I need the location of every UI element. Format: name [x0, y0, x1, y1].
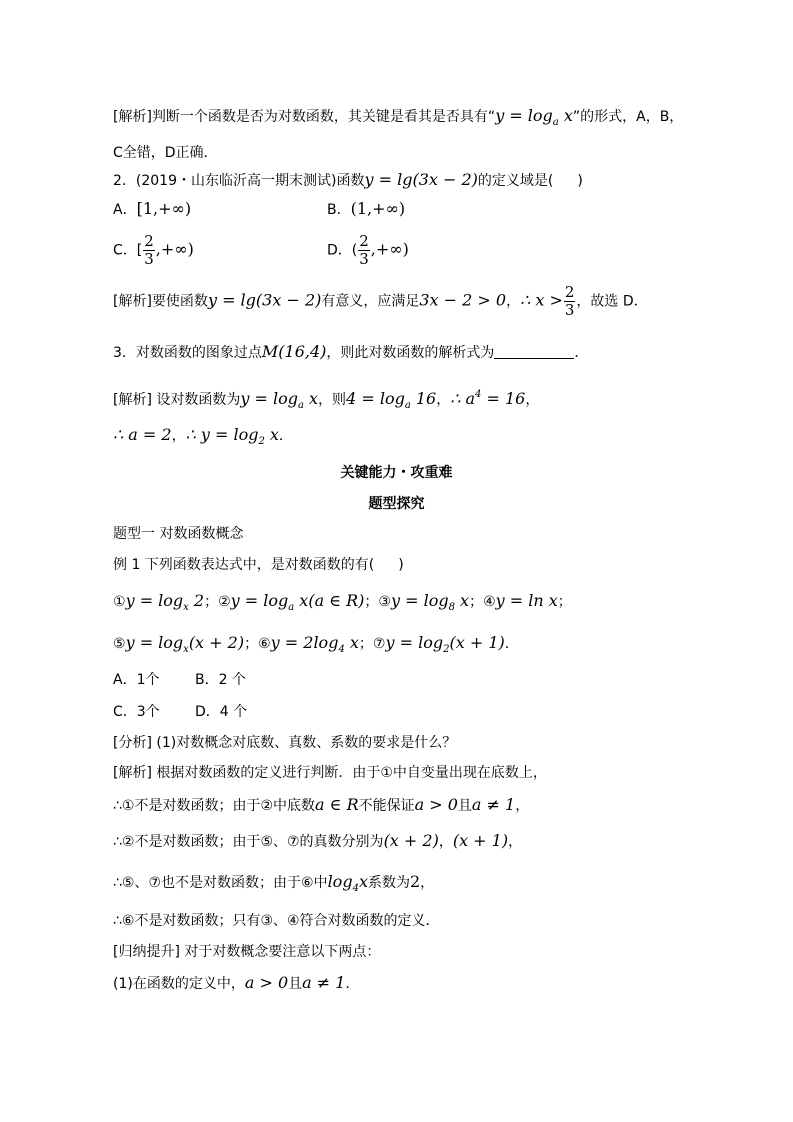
summary-heading: [归纳提升] 对于对数概念要注意以下两点：: [113, 944, 381, 960]
option-a: A．[1,+∞): [113, 199, 192, 218]
section-subheading: 题型探究: [368, 496, 425, 512]
ex1-option-d: D．4 个: [195, 704, 248, 720]
topic-title: 题型一 对数函数概念: [113, 526, 244, 542]
example-1-items-b: ⑤y = $\log_x(x + 2)$；⑥y = $2\log_4$ x；⑦y = $\log_2(x + 1)$．: [113, 633, 519, 655]
question-2: 2．(2019・山东临沂高一期末测试)函数y = lg(3x − 2)的定义域是( ): [113, 170, 583, 189]
ex1-option-b: B．2 个: [195, 672, 246, 688]
solution-1-intro: [解析] 根据对数函数的定义进行判断．由于①中自变量出现在底数上，: [113, 765, 547, 781]
analysis-line-1: [解析]判断一个函数是否为对数函数，其关键是看其是否具有“$y = \log_a x$”的形式，A，B，: [113, 106, 684, 128]
formula-lg: y = lg(3x − 2): [364, 170, 478, 189]
analysis-prompt: [分析] (1)对数概念对底数、真数、系数的要求是什么？: [113, 735, 457, 751]
example-1: 例 1 下列函数表达式中，是对数函数的有( ): [113, 557, 404, 573]
example-1-items-a: ①y = $\log_x 2$；②y = $\log_a x(a$ ∈ R)；③y = $\log_8 x$；④y = ln x；: [113, 591, 572, 613]
ex1-option-c: C．3个: [113, 704, 160, 720]
fraction: $\frac{2}{3}$: [144, 232, 154, 268]
ex1-option-a: A．1个: [113, 672, 160, 688]
section-heading: 关键能力・攻重难: [340, 465, 453, 481]
fraction: $\frac{2}{3}$: [359, 232, 369, 268]
option-b: B．(1,+∞): [327, 199, 406, 218]
solution-1-step-b: ∴②不是对数函数；由于⑤、⑦的真数分别为(x + 2)，(x + 1)，: [113, 831, 523, 850]
solution-3-conclusion: ∴ a = 2，∴ $y = \log_2 x$．: [113, 425, 293, 447]
solution-3: [解析] 设对数函数为$y = \log_a x$，则$4 = \log_a 16$，∴ $a^4 = 16$，: [113, 389, 540, 411]
option-c: C．[ $\frac{2}{3}$ ,+∞): [113, 232, 194, 268]
formula-log-form: $y = \log_a x$: [495, 106, 573, 128]
fraction: $\frac{2}{3}$: [564, 283, 575, 319]
question-3: 3．对数函数的图象过点M(16,4)，则此对数函数的解析式为 ．: [113, 342, 589, 361]
solution-1-conclusion: ∴⑥不是对数函数；只有③、④符合对数函数的定义．: [113, 913, 440, 929]
summary-point-1: (1)在函数的定义中，a > 0且a ≠ 1．: [113, 973, 360, 992]
answer-blank: [494, 344, 574, 359]
solution-1-step-a: ∴①不是对数函数；由于②中底数a ∈ R不能保证a > 0且a ≠ 1，: [113, 795, 530, 814]
solution-1-step-c: ∴⑤、⑦也不是对数函数；由于⑥中$\log_4x$系数为2，: [113, 872, 435, 894]
analysis-line-2: C全错，D正确．: [113, 145, 218, 161]
solution-2: [解析]要使函数y = lg(3x − 2)有意义，应满足3x − 2 > 0，∴ x > $\frac{2}{3}$ ，故选 D．: [113, 283, 648, 319]
option-d: D．( $\frac{2}{3}$ ,+∞): [327, 232, 409, 268]
